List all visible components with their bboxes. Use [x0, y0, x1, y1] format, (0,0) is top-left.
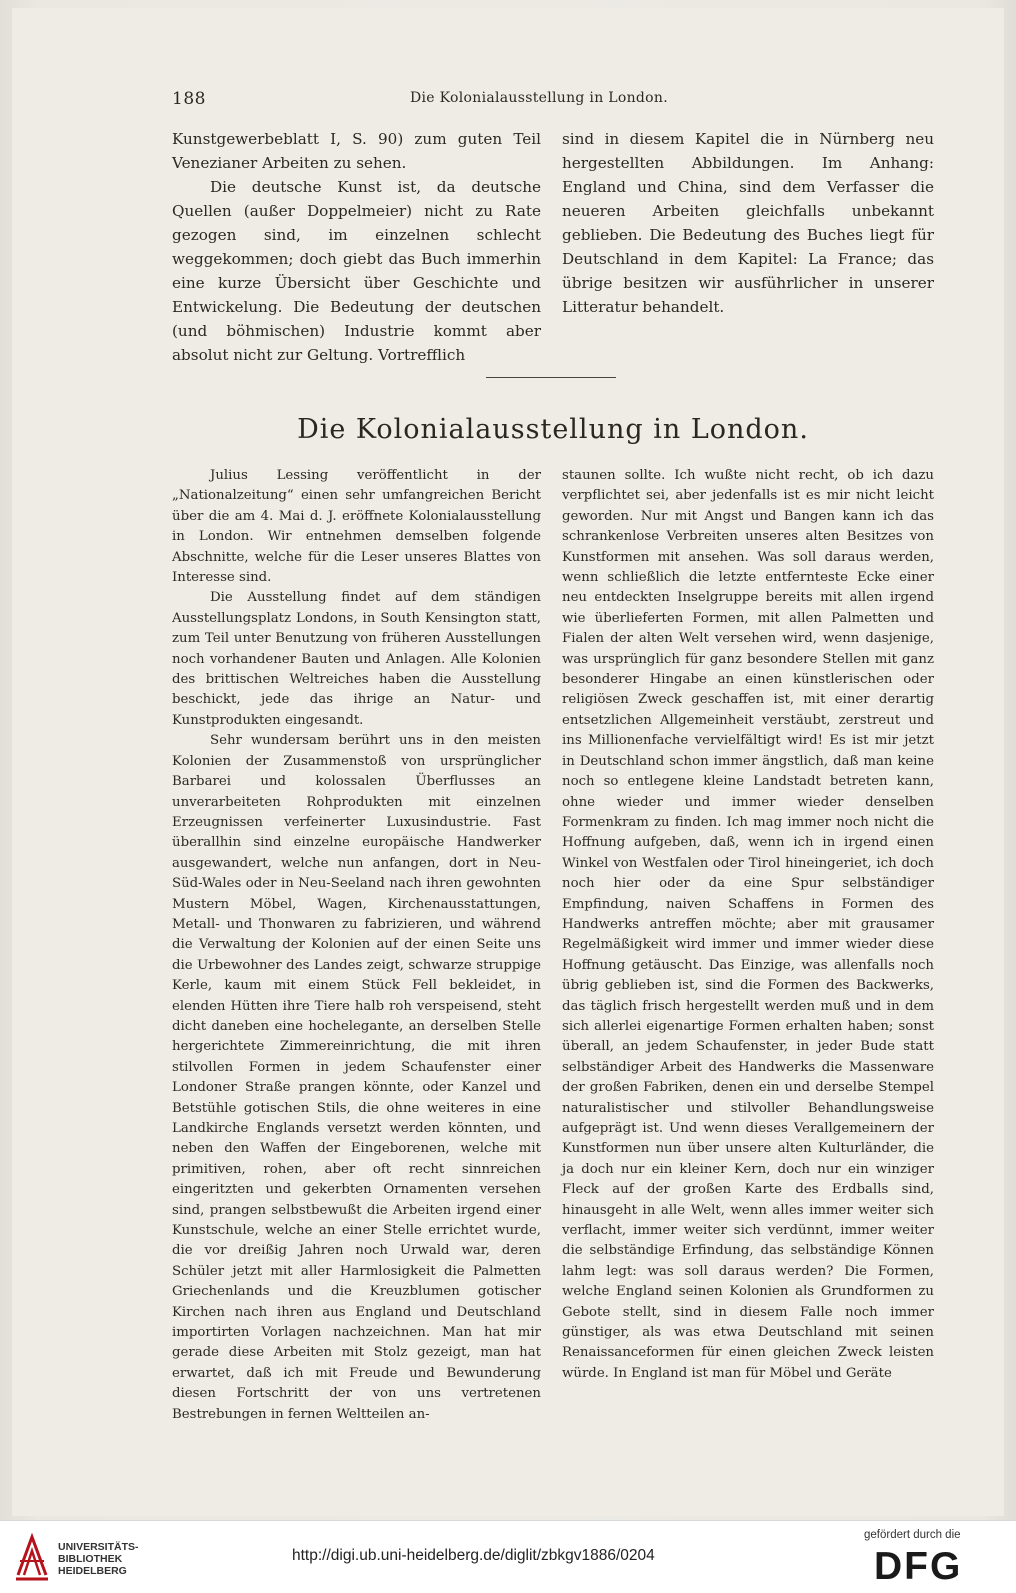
section-divider: [486, 377, 616, 378]
dfg-logo: DFG: [874, 1545, 963, 1588]
running-head: [0, 89, 1016, 111]
paragraph: sind in diesem Kapitel die in Nürnberg neu hergestellten Abbildungen. Im Anhang: England und China, sind dem Verfasser die neueren Arbeiten gleichfalls unbekannt geblieben. Die Bedeutung des Buches liegt für Deutschland in dem Kapitel: La France; das übrige besitzen wir ausführlicher in unserer Litteratur behandelt.: [562, 130, 934, 316]
permalink-url[interactable]: http://digi.ub.uni-heidelberg.de/diglit/zbkgv1886/0204: [292, 1547, 655, 1564]
top-right-column: [562, 127, 934, 319]
library-name: [58, 1541, 139, 1577]
university-logo-icon: [12, 1531, 52, 1585]
page-number: 188: [172, 89, 206, 109]
article-left-column: [172, 466, 541, 1425]
paragraph: Die Ausstellung findet auf dem ständigen Ausstellungsplatz Londons, in South Kensington statt, zum Teil unter Benutzung von früheren Ausstellungen noch vorhandener Bauten und Anlagen. Alle Kolonien des brittischen Weltreiches haben die Ausstellung beschickt, jede das ihrige an Natur- und Kunstprodukten eingesandt.: [172, 590, 541, 728]
funding-note: gefördert durch die: [864, 1529, 961, 1541]
paragraph: staunen sollte. Ich wußte nicht recht, ob ich dazu verpflichtet sei, aber jedenfalls ist es mir nicht leicht geworden. Nur mit Angst und Bangen kann ich das schrankenlose Verbreiten unseres alten Besitzes von Kunstformen mit ansehen. Was soll daraus werden, wenn schließlich die letzte entfernteste Ecke einer neu entdeckten Inselgruppe bereits mit allen irgend wie überlieferten Formen, mit allen Palmetten und Fialen der alten Welt versehen wird, wenn dasjenige, was ursprünglich für ganz besondere Stellen mit ganz besonderer Hingabe an einen künstlerischen oder religiösen Zweck geschaffen ist, mit einer derartig entsetzlichen Allgemeinheit verstäubt, zerstreut und ins Millionenfache vervielfältigt wird! Es ist mir jetzt in Deutschland schon immer ängstlich, daß man keine noch so entlegene kleine Landstadt betreten kann, ohne wieder und immer wieder denselben Formenkram zu finden. Ich mag immer noch nicht die Hoffnung aufgeben, daß, wenn ich in irgend einen Winkel von Westfalen oder Tirol hineingeriet, ich doch noch hier oder da eine Spur selbständiger Empfindung, naiven Schaffens in Formen des Handwerks antreffen möchte; aber mit grausamer Regelmäßigkeit wird immer und immer wieder diese Hoffnung getäuscht. Das Einzige, was allenfalls noch übrig geblieben ist, sind die Formen des Backwerks, das täglich frisch hergestellt werden muß und in dem sich allerlei eigenartige Formen erhalten haben; sonst überall, an jedem Schaufenster, in jeder Bude statt selbständiger Arbeit des Handwerks die Massenware der großen Fabriken, denen ein und derselbe Stempel naturalistischer und stilvoller Behandlungsweise aufgeprägt ist. Und wenn dieses Verallgemeinern der Kunstformen nun über unsere alten Kulturländer, die ja doch nur ein kleiner Kern, doch nur ein winziger Fleck auf der großen Karte des Erdballs sind, hinausgeht in alle Welt, wenn alles immer weiter sich verflacht, immer weiter sich verdünnt, immer weiter die selbständige Erfindung, das selbständige Können lahm legt: was soll daraus werden? Die Formen, welche England seinen Kolonien als Grundformen zu Gebote stellt, sind in diesem Falle noch immer günstiger, als was etwa Deutschland mit seinen Renaissanceformen für einen gleichen Zweck leisten würde. In England ist man für Möbel und Geräte: [562, 468, 934, 1381]
library-name-line: HEIDELBERG: [58, 1565, 127, 1577]
top-left-column: [172, 127, 541, 367]
paragraph: Julius Lessing veröffentlicht in der „Nationalzeitung“ einen sehr umfangreichen Bericht über die am 4. Mai d. J. eröffnete Kolonialausstellung in London. Wir entnehmen demselben folgende Abschnitte, welche für die Leser unseres Blattes von Interesse sind.: [172, 468, 541, 586]
library-name-line: UNIVERSITÄTS-: [58, 1541, 139, 1553]
paragraph: Die deutsche Kunst ist, da deutsche Quellen (außer Doppelmeier) nicht zu Rate gezogen sind, im einzelnen schlecht weggekommen; doch giebt das Buch immerhin eine kurze Übersicht über Geschichte und Entwickelung. Die Bedeutung der deutschen (und böhmischen) Industrie kommt aber absolut nicht zur Geltung. Vortrefflich: [172, 178, 541, 364]
paragraph: Sehr wundersam berührt uns in den meisten Kolonien der Zusammenstoß von ursprünglicher Barbarei und kolossalen Überflusses an unverarbeiteten Rohprodukten mit einzelnen Erzeugnissen verfeinerter Luxusindustrie. Fast überallhin sind einzelne europäische Handwerker ausgewandert, welche nun anfangen, dort in Neu-Süd-Wales oder in Neu-Seeland nach ihren gewohnten Mustern Möbel, Wagen, Kirchenausstattungen, Metall- und Thonwaren zu fabrizieren, und während die Verwaltung der Kolonien auf der einen Seite uns die Urbewohner des Landes zeigt, schwarze struppige Kerle, kaum mit einem Stück Fell bekleidet, in elenden Hütten ihre Tiere halb roh verspeisend, steht dicht daneben eine hochelegante, an derselben Stelle hergerichtete Zimmereinrichtung, die mit ihren stilvollen Formen in jedem Schaufenster einer Londoner Straße prangen könnte, oder Kanzel und Betstühle gotischen Stils, die ohne weiteres in eine Landkirche Englands versetzt werden könnten, und neben den Waffen der Eingeborenen, welche mit primitiven, rohen, aber oft recht sinnreichen eingeritzten und gekerbten Ornamenten versehen sind, prangen selbstbewußt die Arbeiten irgend einer Kunstschule, welche an einer Stelle errichtet wurde, die vor dreißig Jahren noch Urwald war, deren Schüler jetzt mit aller Harmlosigkeit die Palmetten Griechenlands und die Kreuzblumen gotischer Kirchen nach ihren aus England und Deutschland importirten Vorlagen nachzeichnen. Man hat mir gerade diese Arbeiten mit Stolz gezeigt, man hat erwartet, daß ich mit Freude und Bewunderung diesen Fortschritt der von uns vertretenen Bestrebungen in fernen Weltteilen an-: [172, 733, 541, 1422]
running-title: Die Kolonialausstellung in London.: [410, 90, 668, 106]
article-title: Die Kolonialausstellung in London.: [297, 414, 809, 445]
article-right-column: [562, 466, 934, 1384]
viewer-footer: [0, 1520, 1016, 1593]
paragraph: Kunstgewerbeblatt I, S. 90) zum guten Teil Venezianer Arbeiten zu sehen.: [172, 130, 541, 172]
library-name-line: BIBLIOTHEK: [58, 1553, 123, 1565]
